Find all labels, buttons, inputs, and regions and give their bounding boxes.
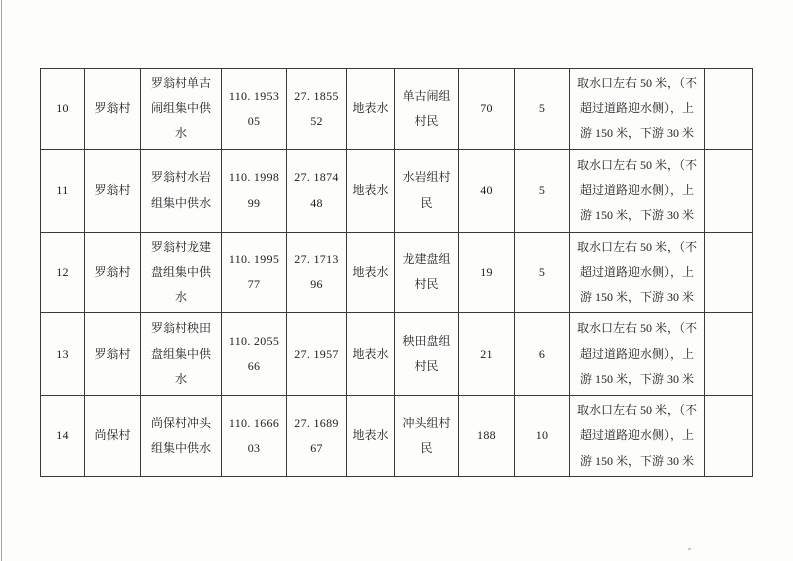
cell-population: 188	[459, 396, 515, 477]
cell-value: 10	[515, 396, 570, 477]
cell-protection-scope: 取水口左右 50 米，（不超过道路迎水侧），上游 150 米，下游 30 米	[570, 149, 705, 232]
table-row	[41, 149, 753, 232]
cell-latitude: 27. 171396	[287, 232, 347, 313]
cell-beneficiary: 单古闹组村民	[395, 69, 459, 150]
cell-serial-number: 13	[41, 313, 85, 396]
table-row	[41, 313, 753, 396]
cell-beneficiary: 秧田盘组村民	[395, 313, 459, 396]
cell-village-name: 罗翁村	[85, 69, 141, 150]
cell-blank	[705, 149, 753, 232]
cell-village-name: 罗翁村	[85, 149, 141, 232]
cell-water-supply-name: 罗翁村秧田盘组集中供水	[141, 313, 222, 396]
cell-beneficiary: 龙建盘组村民	[395, 232, 459, 313]
cell-water-supply-name: 罗翁村龙建盘组集中供水	[141, 232, 222, 313]
cell-blank	[705, 69, 753, 150]
water-supply-table	[40, 68, 753, 477]
cell-protection-scope: 取水口左右 50 米，（不超过道路迎水侧），上游 150 米，下游 30 米	[570, 232, 705, 313]
cell-water-supply-name: 尚保村冲头组集中供水	[141, 396, 222, 477]
cell-water-source-type: 地表水	[347, 396, 395, 477]
cell-longitude: 110. 195305	[222, 69, 287, 150]
cell-population: 40	[459, 149, 515, 232]
cell-serial-number: 10	[41, 69, 85, 150]
cell-blank	[705, 396, 753, 477]
scan-left-edge-line	[1, 0, 2, 561]
cell-water-supply-name: 罗翁村水岩组集中供水	[141, 149, 222, 232]
cell-longitude: 110. 166603	[222, 396, 287, 477]
cell-value: 6	[515, 313, 570, 396]
cell-longitude: 110. 205566	[222, 313, 287, 396]
cell-protection-scope: 取水口左右 50 米，（不超过道路迎水侧），上游 150 米，下游 30 米	[570, 69, 705, 150]
cell-latitude: 27. 187448	[287, 149, 347, 232]
cell-water-source-type: 地表水	[347, 232, 395, 313]
cell-village-name: 罗翁村	[85, 313, 141, 396]
table-row	[41, 69, 753, 150]
cell-latitude: 27. 168967	[287, 396, 347, 477]
cell-water-source-type: 地表水	[347, 313, 395, 396]
cell-serial-number: 11	[41, 149, 85, 232]
cell-value: 5	[515, 232, 570, 313]
cell-water-source-type: 地表水	[347, 69, 395, 150]
cell-serial-number: 14	[41, 396, 85, 477]
scan-speck	[688, 548, 691, 550]
cell-village-name: 尚保村	[85, 396, 141, 477]
cell-population: 70	[459, 69, 515, 150]
cell-protection-scope: 取水口左右 50 米，（不超过道路迎水侧），上游 150 米，下游 30 米	[570, 313, 705, 396]
cell-value: 5	[515, 149, 570, 232]
cell-longitude: 110. 199577	[222, 232, 287, 313]
table-row	[41, 396, 753, 477]
cell-village-name: 罗翁村	[85, 232, 141, 313]
cell-longitude: 110. 199899	[222, 149, 287, 232]
cell-serial-number: 12	[41, 232, 85, 313]
cell-protection-scope: 取水口左右 50 米，（不超过道路迎水侧），上游 150 米，下游 30 米	[570, 396, 705, 477]
cell-blank	[705, 232, 753, 313]
cell-population: 19	[459, 232, 515, 313]
cell-water-source-type: 地表水	[347, 149, 395, 232]
cell-value: 5	[515, 69, 570, 150]
cell-latitude: 27. 185552	[287, 69, 347, 150]
cell-population: 21	[459, 313, 515, 396]
cell-beneficiary: 冲头组村民	[395, 396, 459, 477]
cell-blank	[705, 313, 753, 396]
table-row	[41, 232, 753, 313]
cell-beneficiary: 水岩组村民	[395, 149, 459, 232]
cell-water-supply-name: 罗翁村单古闹组集中供水	[141, 69, 222, 150]
cell-latitude: 27. 1957	[287, 313, 347, 396]
